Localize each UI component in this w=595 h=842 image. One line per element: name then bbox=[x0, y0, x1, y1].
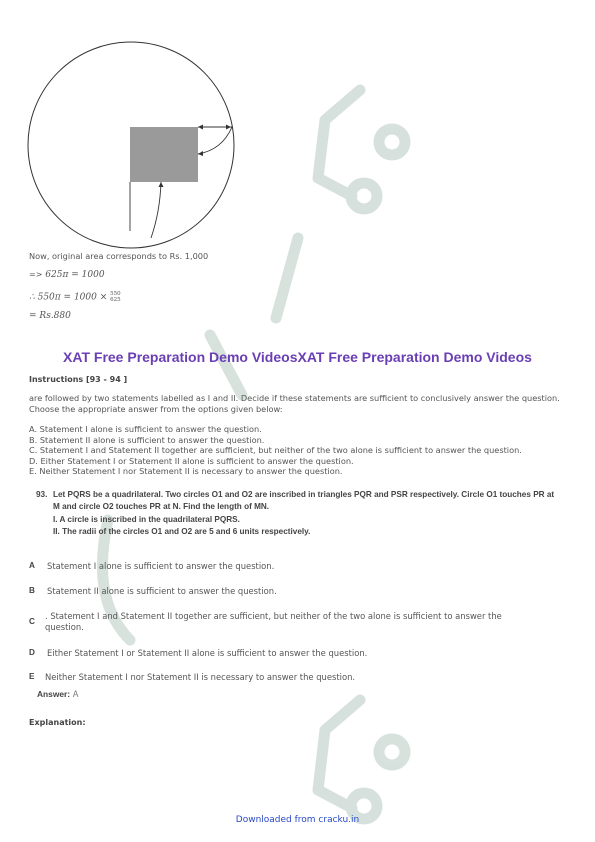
question-statement-1: I. A circle is inscribed in the quadrilateral PQRS. bbox=[53, 514, 240, 524]
shaded-square bbox=[130, 127, 198, 182]
option-d-letter[interactable]: D bbox=[29, 648, 35, 657]
explanation-label: Explanation: bbox=[29, 718, 86, 727]
result-value: Rs.880 bbox=[39, 311, 71, 321]
solution-line-1: Now, original area corresponds to Rs. 1,000 bbox=[29, 251, 209, 261]
instructions-intro-line1: are followed by two statements labelled as I and II. Decide if these statements are sufficient to conclusively answer the question. bbox=[29, 393, 560, 403]
option-c-text-line1: . Statement I and Statement II together are sufficient, but neither of the two alone is sufficient to answer the bbox=[45, 611, 502, 621]
instructions-title: Instructions [93 - 94 ] bbox=[29, 375, 128, 384]
answer-label: Answer: bbox=[37, 689, 71, 699]
option-e-text[interactable]: Neither Statement I nor Statement II is necessary to answer the question. bbox=[45, 672, 356, 682]
choice-c: C. Statement I and Statement II together are sufficient, but neither of the two alone is sufficient to answer the question. bbox=[29, 445, 522, 456]
implies-symbol: => bbox=[29, 270, 43, 279]
answer-line bbox=[37, 689, 78, 699]
answer-value: A bbox=[72, 689, 79, 699]
instructions-intro-line2: Choose the appropriate answer from the options given below: bbox=[29, 403, 283, 414]
option-c-text-line2: question. bbox=[45, 622, 84, 632]
option-a-letter[interactable]: A bbox=[29, 561, 35, 570]
option-e-letter[interactable]: E bbox=[29, 672, 35, 681]
solution-line-2 bbox=[29, 270, 105, 280]
solution-line-4 bbox=[29, 311, 71, 321]
question-line-2: M and circle O2 touches PR at N. Find the length of MN. bbox=[53, 502, 270, 512]
choice-a: A. Statement I alone is sufficient to answer the question. bbox=[29, 424, 262, 434]
equals-symbol: = bbox=[29, 311, 37, 321]
footer-download-link[interactable]: Downloaded from cracku.in bbox=[235, 815, 360, 825]
option-c-letter[interactable]: C bbox=[29, 617, 35, 626]
question-line-1: Let PQRS be a quadrilateral. Two circles O1 and O2 are inscribed in triangles PQR and PSR respectively. Circle O1 touches PR at bbox=[53, 490, 555, 499]
equation-625pi: 625π = 1000 bbox=[45, 270, 105, 280]
equation-550pi: ∴ 550π = 1000 × bbox=[29, 292, 108, 303]
option-c-text[interactable] bbox=[45, 611, 565, 633]
option-b-letter[interactable]: B bbox=[29, 586, 35, 595]
question-statement-2: II. The radii of the circles O1 and O2 are 5 and 6 units respectively. bbox=[53, 527, 311, 537]
question-number: 93. bbox=[36, 490, 48, 499]
choice-e: E. Neither Statement I nor Statement II is necessary to answer the question. bbox=[29, 466, 343, 477]
option-b-text[interactable]: Statement II alone is sufficient to answer the question. bbox=[47, 586, 277, 596]
option-a-text[interactable]: Statement I alone is sufficient to answer the question. bbox=[47, 561, 275, 571]
choice-b: B. Statement II alone is sufficient to answer the question. bbox=[29, 434, 265, 445]
question-body bbox=[53, 489, 573, 539]
instructions-choices bbox=[29, 424, 569, 477]
option-d-text[interactable]: Either Statement I or Statement II alone is sufficient to answer the question. bbox=[47, 648, 368, 658]
fraction-numerator: 550 bbox=[110, 291, 121, 297]
page-heading: XAT Free Preparation Demo VideosXAT Free Preparation Demo Videos bbox=[63, 349, 532, 365]
instructions-intro bbox=[29, 393, 569, 414]
choice-d: D. Either Statement I or Statement II alone is sufficient to answer the question. bbox=[29, 455, 354, 466]
fraction bbox=[110, 291, 121, 303]
solution-line-3 bbox=[29, 291, 121, 303]
fraction-denominator: 625 bbox=[110, 297, 121, 303]
